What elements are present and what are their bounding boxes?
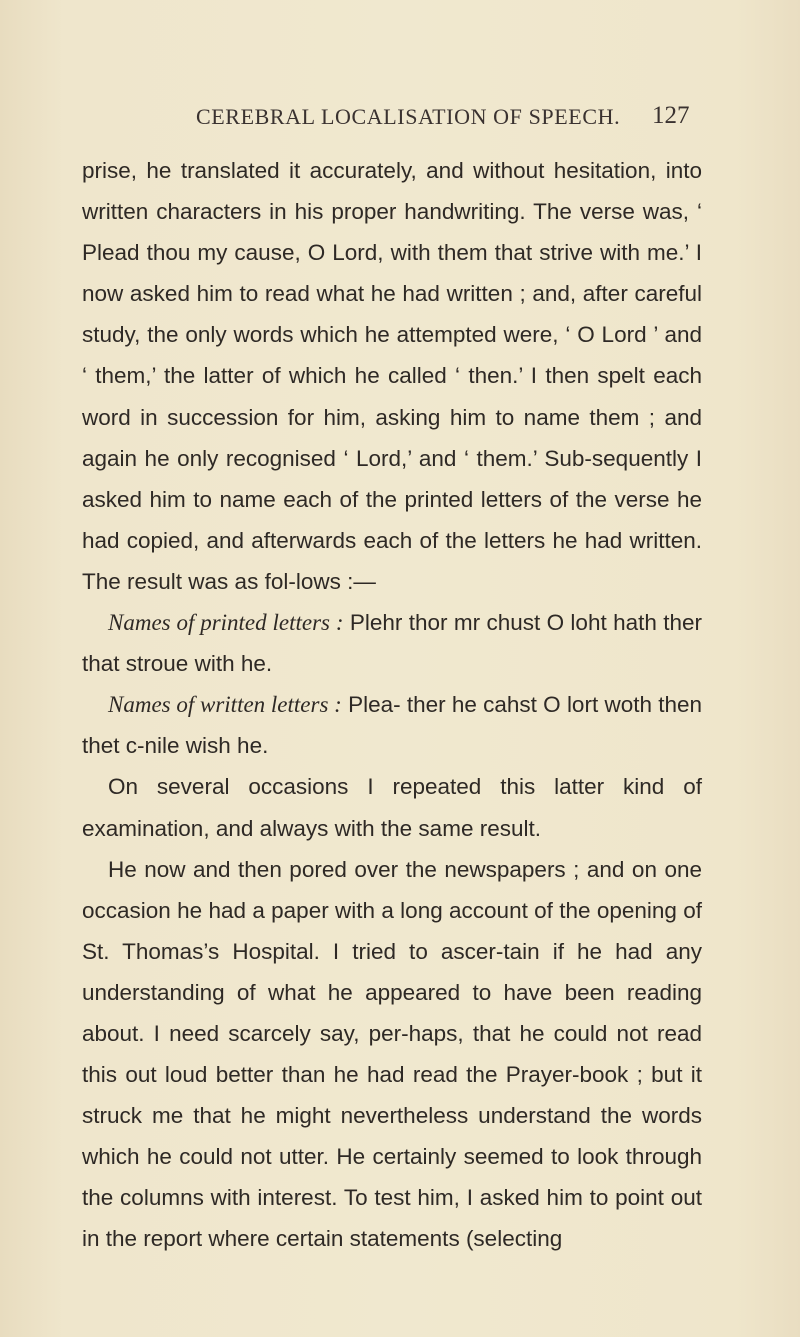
paragraph-printed-letters <box>82 602 702 684</box>
paragraph-continuation <box>82 150 702 602</box>
printed-letters-label: Names of printed letters : <box>108 610 344 636</box>
paragraph-repeated-examination <box>82 766 702 848</box>
paragraph-text: He now and then pored over the newspapers ; and on one occasion he had a paper with a long account of the opening of St. Thomas’s Hospital. I tried to ascer-tain if he had any understanding of what he appeared to have been reading about. I need scarcely say, per-haps, that he could not read this out loud better than he had read the Prayer-book ; but it struck me that he might nevertheless understand the words which he could not utter. He certainly seemed to look through the columns with interest. To test him, I asked him to point out in the report where certain statements (selecting <box>82 856 702 1252</box>
paragraph-text: On several occasions I repeated this latter kind of examination, and always with the same result. <box>82 774 702 841</box>
body-text <box>82 150 702 1260</box>
written-letters-text: Plea- ther he cahst O lort woth then thet c-nile wish he. <box>82 692 703 759</box>
paragraph-newspapers <box>82 849 702 1260</box>
written-letters-label: Names of written letters : <box>108 692 342 718</box>
printed-letters-text: Plehr thor mr chust O loht hath ther that stroue with he. <box>82 610 702 677</box>
running-head <box>0 104 800 144</box>
page-number: 127 <box>652 102 690 129</box>
running-title: CEREBRAL LOCALISATION OF SPEECH. <box>196 104 621 129</box>
paragraph-written-letters <box>82 684 702 766</box>
paragraph-text: prise, he translated it accurately, and without hesitation, into written characters in his proper handwriting. The verse was, ‘ Plead thou my cause, O Lord, with them that strive with me.’ I now asked him to read what he had written ; and, after careful study, the only words which he attempted were, ‘ O Lord ’ and ‘ them,’ the latter of which he called ‘ then.’ I then spelt each word in succession for him, asking him to name them ; and again he only recognised ‘ Lord,’ and ‘ them.’ Sub-sequently I asked him to name each of the printed letters of the verse he had copied, and afterwards each of the letters he had written. The result was as fol-lows :— <box>82 158 702 594</box>
